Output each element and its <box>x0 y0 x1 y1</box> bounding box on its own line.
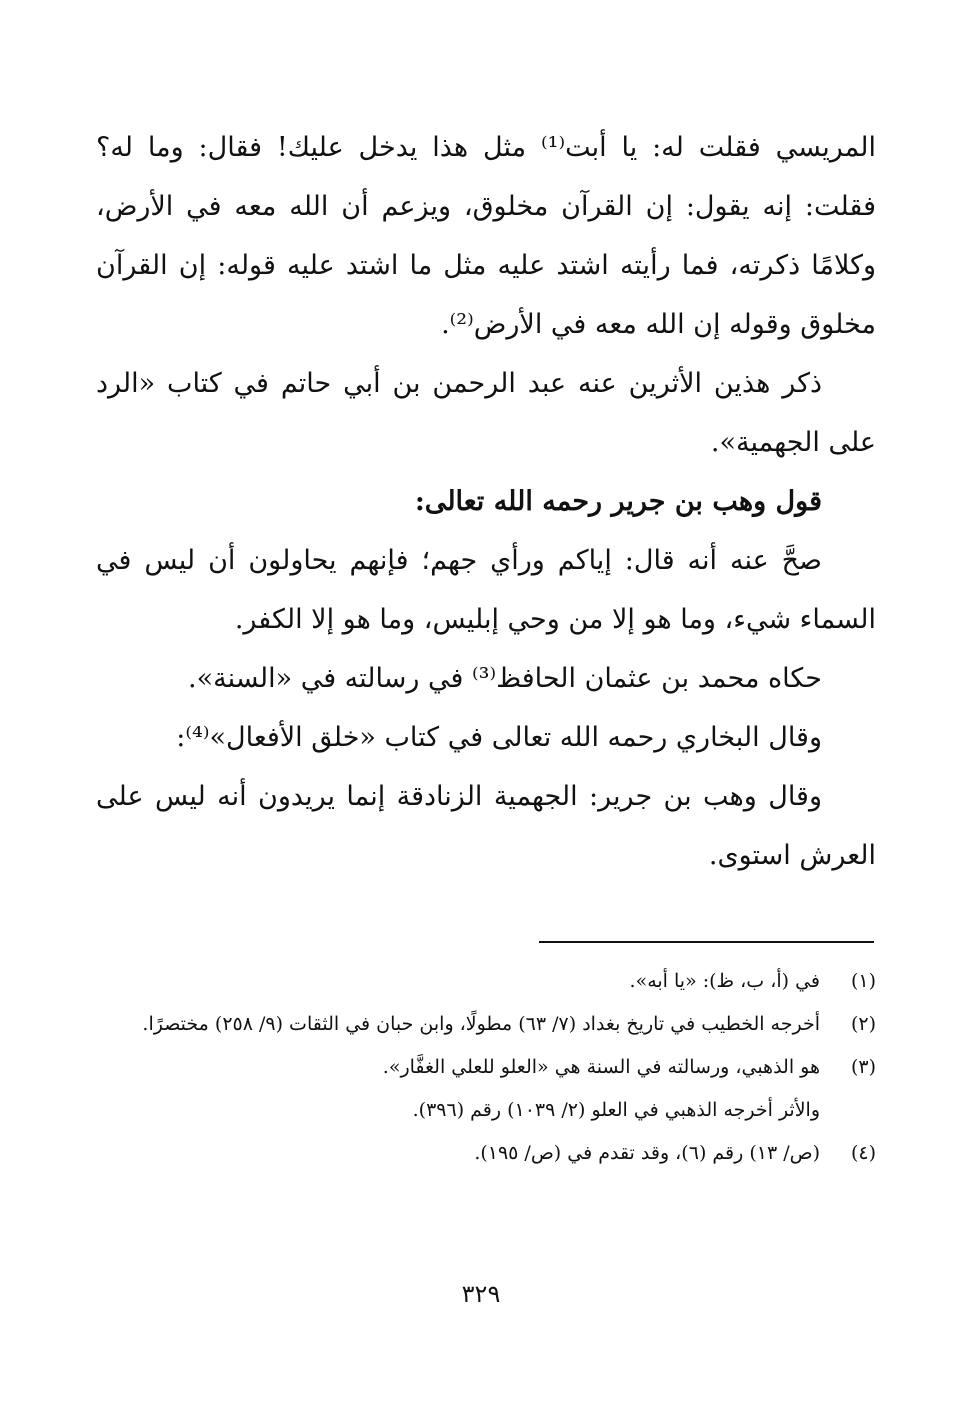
footnote <box>96 960 876 1003</box>
footnote <box>96 1132 876 1175</box>
paragraph-quote: صحَّ عنه أنه قال: إياكم ورأي جهم؛ فإنهم يحاولون أن ليس في السماء شيء، وما هو إلا من وحي إبليس، وما هو إلا الكفر. <box>96 545 876 635</box>
footnote-number: (٣) <box>850 1056 876 1078</box>
section-heading: قول وهب بن جرير رحمه الله تعالى: <box>414 486 822 517</box>
footnote-number: (١) <box>850 970 876 992</box>
footnote-number: (٤) <box>850 1142 876 1164</box>
paragraph-attribution: حكاه محمد بن عثمان الحافظ⁽³⁾ في رسالته في «السنة». <box>188 663 822 694</box>
footnote-continuation <box>96 1089 876 1132</box>
paragraph-wahb: وقال وهب بن جرير: الجهمية الزنادقة إنما يريدون أنه ليس على العرش استوى. <box>96 781 876 871</box>
footnote-separator <box>539 941 874 943</box>
paragraph-continuation: المريسي فقلت له: يا أبت⁽¹⁾ مثل هذا يدخل عليك! فقال: وما له؟ فقلت: إنه يقول: إن القرآن مخلوق، ويزعم أن الله معه في الأرض، وكلامًا ذكرته، فما رأيته اشتد عليه مثل ما اشتد عليه قوله: إن القرآن مخلوق وقوله إن الله معه في الأرض⁽²⁾. <box>96 132 876 340</box>
footnotes <box>96 960 876 1175</box>
footnote <box>96 1003 876 1046</box>
footnote-text: أخرجه الخطيب في تاريخ بغداد (٧/ ٦٣) مطولًا، وابن حبان في الثقات (٩/ ٢٥٨) مختصرًا. <box>142 1013 820 1035</box>
footnote-number: (٢) <box>850 1013 876 1035</box>
footnote <box>96 1046 876 1089</box>
page-number: ٣٢٩ <box>461 1280 501 1308</box>
footnote-text: هو الذهبي، ورسالته في السنة هي «العلو للعلي الغفَّار». <box>382 1056 820 1078</box>
paragraph-bukhari: وقال البخاري رحمه الله تعالى في كتاب «خلق الأفعال»⁽⁴⁾: <box>176 722 822 753</box>
main-text <box>96 118 876 885</box>
footnote-text: (ص/ ١٣) رقم (٦)، وقد تقدم في (ص/ ١٩٥). <box>474 1142 820 1164</box>
paragraph-source: ذكر هذين الأثرين عنه عبد الرحمن بن أبي حاتم في كتاب «الرد على الجهمية». <box>96 368 876 458</box>
footnote-text: والأثر أخرجه الذهبي في العلو (٢/ ١٠٣٩) رقم (٣٩٦). <box>412 1099 820 1121</box>
footnote-text: في (أ، ب، ظ): «يا أبه». <box>629 970 820 992</box>
